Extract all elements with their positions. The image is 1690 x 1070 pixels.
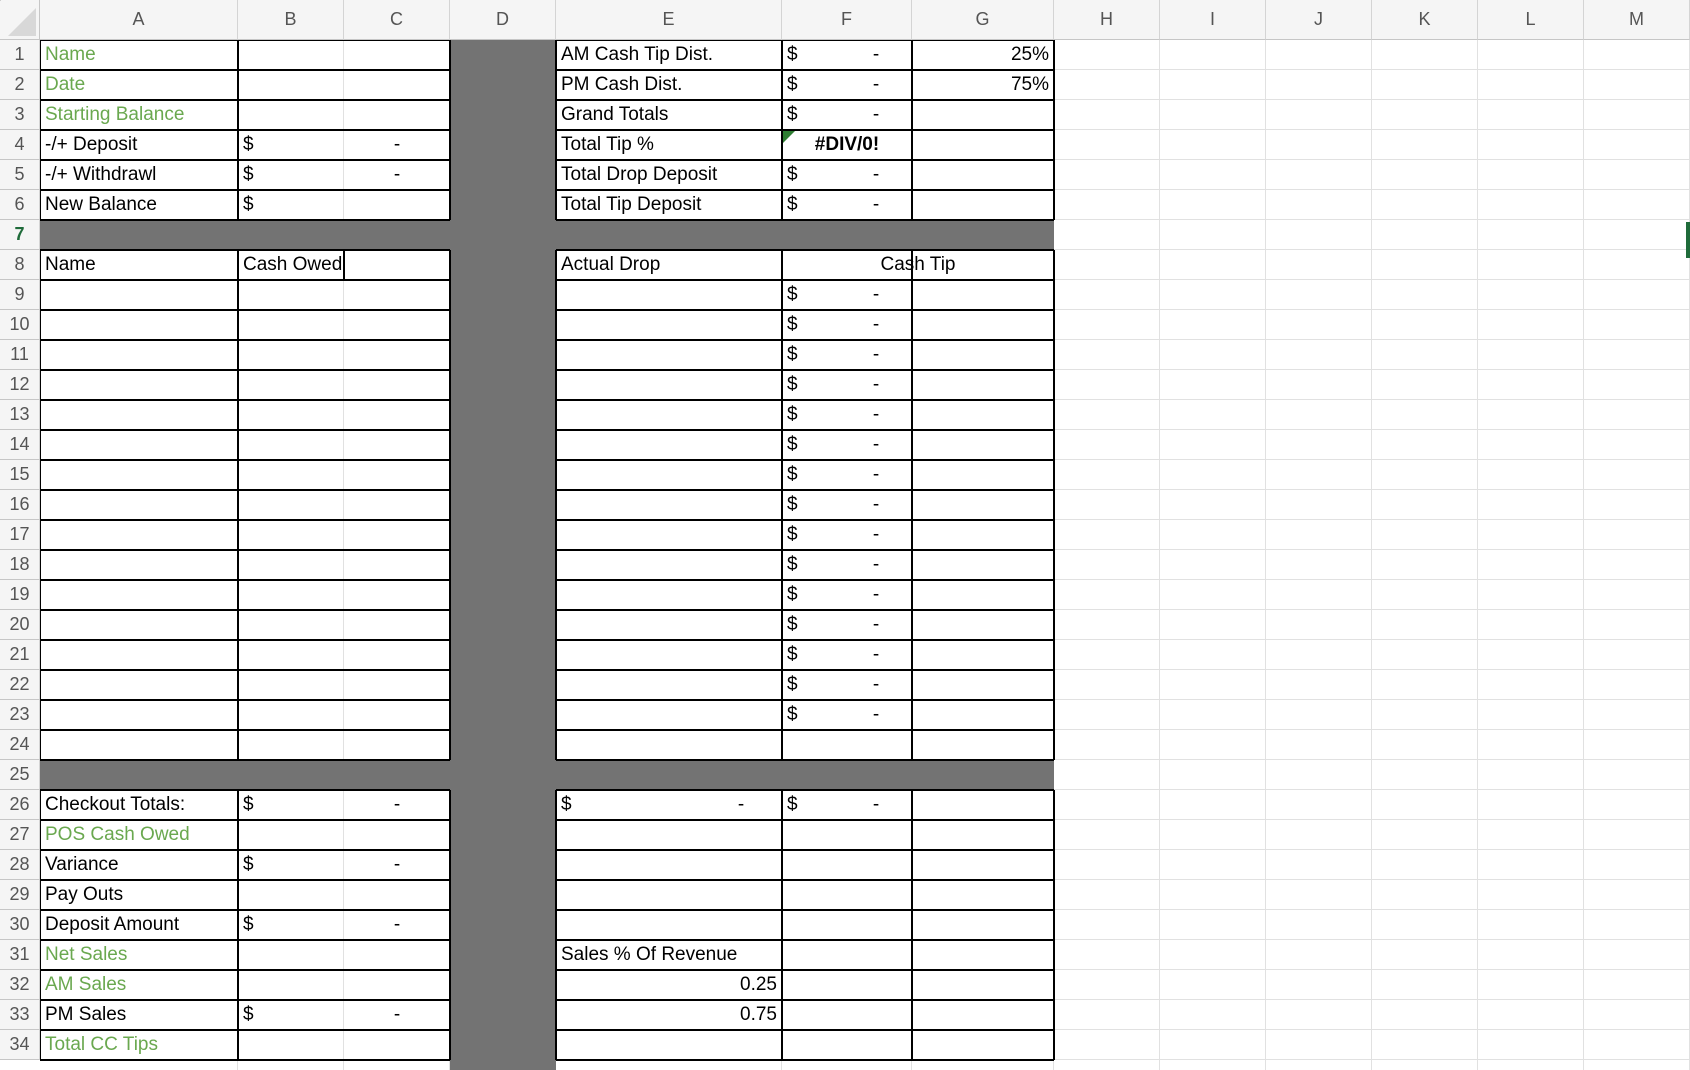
cell-f1[interactable]: $ (787, 44, 798, 65)
cash-tip-dash[interactable]: - (872, 674, 880, 695)
cell-b5[interactable]: $ (243, 164, 254, 185)
row-header-16[interactable]: 16 (0, 490, 40, 520)
cash-tip-dash[interactable]: - (872, 374, 880, 395)
cash-tip-dash[interactable]: - (872, 434, 880, 455)
cash-tip-dash[interactable]: - (872, 314, 880, 335)
cash-tip-currency[interactable]: $ (787, 584, 798, 605)
column-header-m[interactable]: M (1584, 0, 1690, 40)
cash-tip-dash[interactable]: - (872, 614, 880, 635)
cell-c28[interactable]: - (393, 854, 401, 875)
row-header-3[interactable]: 3 (0, 100, 40, 130)
cell-e26[interactable]: $ (561, 794, 572, 815)
cell-a32[interactable]: AM Sales (45, 974, 127, 995)
row-header-24[interactable]: 24 (0, 730, 40, 760)
row-header-26[interactable]: 26 (0, 790, 40, 820)
row-header-34[interactable]: 34 (0, 1030, 40, 1060)
column-header-f[interactable]: F (782, 0, 912, 40)
cell-b33[interactable]: $ (243, 1004, 254, 1025)
row-header-5[interactable]: 5 (0, 160, 40, 190)
cell-f6[interactable]: $ (787, 194, 798, 215)
cash-tip-currency[interactable]: $ (787, 614, 798, 635)
cash-tip-currency[interactable]: $ (787, 494, 798, 515)
row-header-13[interactable]: 13 (0, 400, 40, 430)
cell-e2[interactable]: PM Cash Dist. (561, 74, 683, 95)
column-header-h[interactable]: H (1054, 0, 1160, 40)
column-header-k[interactable]: K (1372, 0, 1478, 40)
cash-tip-currency[interactable]: $ (787, 644, 798, 665)
cash-tip-dash[interactable]: - (872, 704, 880, 725)
column-header-i[interactable]: I (1160, 0, 1266, 40)
cell-a33[interactable]: PM Sales (45, 1004, 127, 1025)
column-header-g[interactable]: G (912, 0, 1054, 40)
row-header-7[interactable]: 7 (0, 220, 40, 250)
cell-e26d[interactable]: - (737, 794, 745, 815)
cell-f4[interactable]: #DIV/0! (814, 134, 880, 155)
cash-tip-dash[interactable]: - (872, 464, 880, 485)
cell-a27[interactable]: POS Cash Owed (45, 824, 190, 845)
cell-b6[interactable]: $ (243, 194, 254, 215)
row-header-9[interactable]: 9 (0, 280, 40, 310)
row-header-31[interactable]: 31 (0, 940, 40, 970)
cell-a31[interactable]: Net Sales (45, 944, 128, 965)
separator-column-d (450, 40, 556, 1070)
cash-tip-currency[interactable]: $ (787, 554, 798, 575)
row-header-10[interactable]: 10 (0, 310, 40, 340)
cash-tip-currency[interactable]: $ (787, 344, 798, 365)
cell-a28[interactable]: Variance (45, 854, 119, 875)
row-header-15[interactable]: 15 (0, 460, 40, 490)
row-header-6[interactable]: 6 (0, 190, 40, 220)
cell-b8[interactable]: Cash Owed (243, 254, 343, 275)
cell-e32[interactable]: 0.25 (740, 974, 777, 995)
row-header-25[interactable]: 25 (0, 760, 40, 790)
cash-tip-currency[interactable]: $ (787, 374, 798, 395)
cell-e1[interactable]: AM Cash Tip Dist. (561, 44, 714, 65)
cell-b26[interactable]: $ (243, 794, 254, 815)
cell-e8[interactable]: Actual Drop (561, 254, 661, 275)
cell-c5[interactable]: - (393, 164, 401, 185)
cell-c4[interactable]: - (393, 134, 401, 155)
row-header-19[interactable]: 19 (0, 580, 40, 610)
cell-a26[interactable]: Checkout Totals: (45, 794, 186, 815)
row-header-4[interactable]: 4 (0, 130, 40, 160)
column-header-e[interactable]: E (556, 0, 782, 40)
row-header-29[interactable]: 29 (0, 880, 40, 910)
cell-f2d[interactable]: - (872, 74, 880, 95)
cash-tip-dash[interactable]: - (872, 584, 880, 605)
cash-tip-dash[interactable]: - (872, 524, 880, 545)
cash-tip-currency[interactable]: $ (787, 284, 798, 305)
cell-e33[interactable]: 0.75 (740, 1004, 777, 1025)
cell-f5[interactable]: $ (787, 164, 798, 185)
cell-b28[interactable]: $ (243, 854, 254, 875)
row-header-2[interactable]: 2 (0, 70, 40, 100)
cell-a3[interactable]: Starting Balance (45, 104, 185, 125)
cash-tip-currency[interactable]: $ (787, 314, 798, 335)
cell-e3[interactable]: Grand Totals (561, 104, 669, 125)
selection-indicator (1686, 222, 1690, 258)
cell-e6[interactable]: Total Tip Deposit (561, 194, 702, 215)
cell-e4[interactable]: Total Tip % (561, 134, 654, 155)
cell-f5d[interactable]: - (872, 164, 880, 185)
cell-c26[interactable]: - (393, 794, 401, 815)
separator-row-7 (40, 220, 1054, 250)
cash-tip-currency[interactable]: $ (787, 464, 798, 485)
select-all-corner[interactable] (0, 0, 40, 40)
row-header-18[interactable]: 18 (0, 550, 40, 580)
column-header-a[interactable]: A (40, 0, 238, 40)
cell-f2[interactable]: $ (787, 74, 798, 95)
cash-tip-dash[interactable]: - (872, 494, 880, 515)
cell-a4[interactable]: -/+ Deposit (45, 134, 138, 155)
row-header-17[interactable]: 17 (0, 520, 40, 550)
row-header-8[interactable]: 8 (0, 250, 40, 280)
cell-f26d[interactable]: - (872, 794, 880, 815)
cell-f6d[interactable]: - (872, 194, 880, 215)
row-header-1[interactable]: 1 (0, 40, 40, 70)
cell-a29[interactable]: Pay Outs (45, 884, 124, 905)
cash-tip-currency[interactable]: $ (787, 404, 798, 425)
row-header-20[interactable]: 20 (0, 610, 40, 640)
cash-tip-currency[interactable]: $ (787, 674, 798, 695)
cell-c33[interactable]: - (393, 1004, 401, 1025)
column-header-l[interactable]: L (1478, 0, 1584, 40)
row-header-33[interactable]: 33 (0, 1000, 40, 1030)
comment-indicator (783, 131, 795, 143)
cell-a30[interactable]: Deposit Amount (45, 914, 180, 935)
cell-c30[interactable]: - (393, 914, 401, 935)
cash-tip-currency[interactable]: $ (787, 524, 798, 545)
cell-a5[interactable]: -/+ Withdrawl (45, 164, 157, 185)
cash-tip-currency[interactable]: $ (787, 434, 798, 455)
cell-g1[interactable]: 25% (1010, 44, 1049, 65)
column-header-c[interactable]: C (344, 0, 450, 40)
cell-f3[interactable]: $ (787, 104, 798, 125)
row-header-30[interactable]: 30 (0, 910, 40, 940)
separator-row-25 (40, 760, 1054, 790)
row-header-27[interactable]: 27 (0, 820, 40, 850)
cell-g2[interactable]: 75% (1010, 74, 1049, 95)
cell-b4[interactable]: $ (243, 134, 254, 155)
row-header-32[interactable]: 32 (0, 970, 40, 1000)
cell-f26[interactable]: $ (787, 794, 798, 815)
cell-a1[interactable]: Name (45, 44, 96, 65)
cash-tip-dash[interactable]: - (872, 344, 880, 365)
row-header-22[interactable]: 22 (0, 670, 40, 700)
row-header-28[interactable]: 28 (0, 850, 40, 880)
cell-a2[interactable]: Date (45, 74, 86, 95)
cell-fg8[interactable]: Cash Tip (880, 254, 956, 275)
cell-f1d[interactable]: - (872, 44, 880, 65)
row-header-12[interactable]: 12 (0, 370, 40, 400)
column-header-d[interactable]: D (450, 0, 556, 40)
cell-f3d[interactable]: - (872, 104, 880, 125)
column-header-b[interactable]: B (238, 0, 344, 40)
row-header-23[interactable]: 23 (0, 700, 40, 730)
cash-tip-dash[interactable]: - (872, 404, 880, 425)
cell-b30[interactable]: $ (243, 914, 254, 935)
cell-e31[interactable]: Sales % Of Revenue (561, 944, 738, 965)
row-header-14[interactable]: 14 (0, 430, 40, 460)
cash-tip-dash[interactable]: - (872, 284, 880, 305)
row-header-21[interactable]: 21 (0, 640, 40, 670)
cell-a6[interactable]: New Balance (45, 194, 157, 215)
cash-tip-dash[interactable]: - (872, 644, 880, 665)
cell-e5[interactable]: Total Drop Deposit (561, 164, 718, 185)
cell-a34[interactable]: Total CC Tips (45, 1034, 158, 1055)
column-header-j[interactable]: J (1266, 0, 1372, 40)
cash-tip-currency[interactable]: $ (787, 704, 798, 725)
row-header-11[interactable]: 11 (0, 340, 40, 370)
cash-tip-dash[interactable]: - (872, 554, 880, 575)
cell-a8[interactable]: Name (45, 254, 96, 275)
